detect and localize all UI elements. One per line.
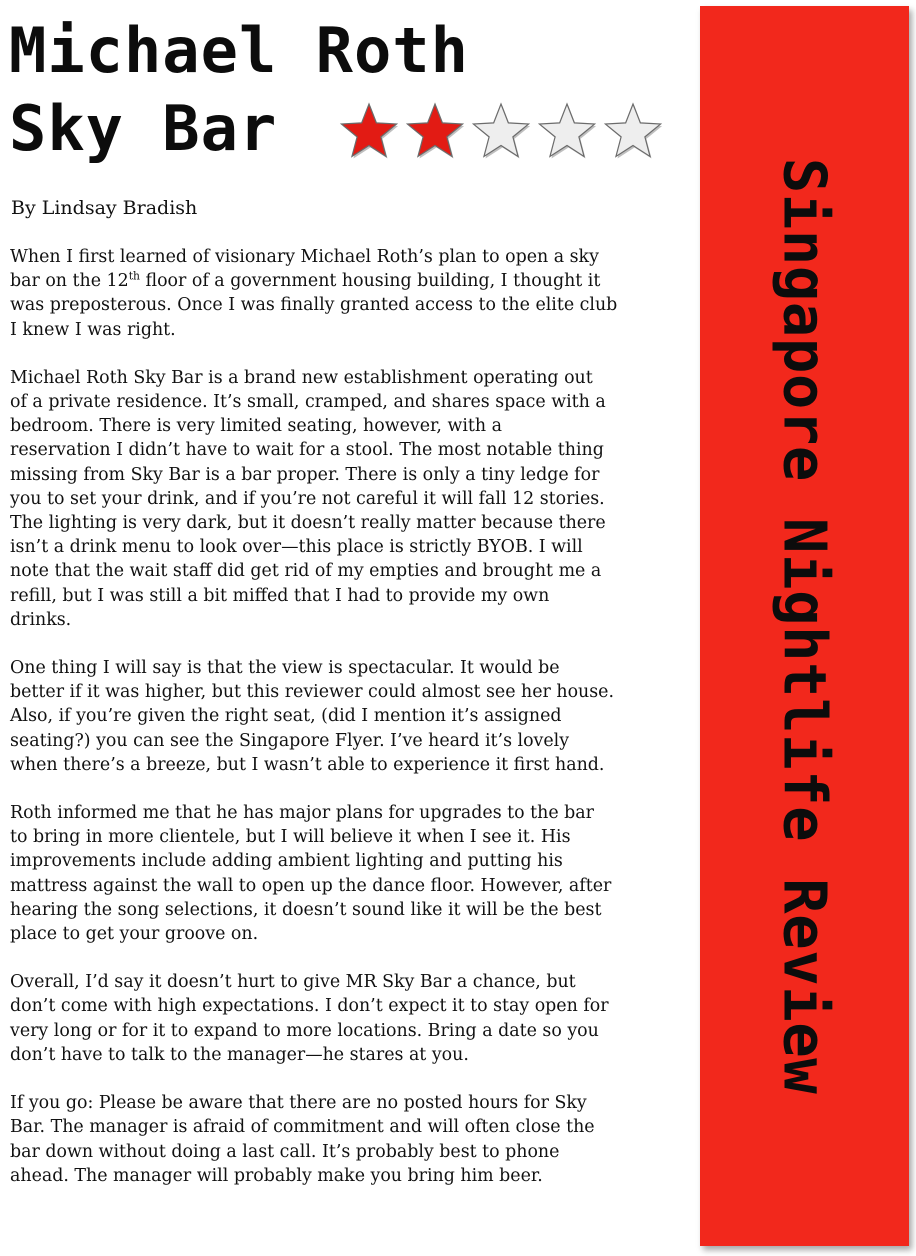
- article-line: If you go: Please be aware that there are no posted hours for Sky: [10, 1093, 587, 1114]
- article-line: missing from Sky Bar is a bar proper. There is only a tiny ledge for: [10, 464, 600, 485]
- article-line: you to set your drink, and if you’re not careful it will fall 12 stories.: [10, 488, 605, 509]
- article-paragraph: [10, 970, 700, 1067]
- article-line: [10, 269, 700, 293]
- star-filled-icon: [338, 101, 400, 161]
- article-line: very long or for it to expand to more locations. Bring a date so you: [10, 1020, 599, 1041]
- article-line: refill, but I was still a bit miffed that I had to provide my own: [10, 585, 550, 606]
- article-line: when there’s a breeze, but I wasn’t able to experience it first hand.: [10, 754, 605, 775]
- article-line: don’t have to talk to the manager—he stares at you.: [10, 1044, 469, 1065]
- article-line: mattress against the wall to open up the dance floor. However, after: [10, 875, 612, 896]
- article-line: I knew I was right.: [10, 319, 176, 340]
- line-text: floor of a government housing building, I thought it: [139, 271, 601, 292]
- star-rating: [338, 101, 664, 161]
- article-line: The lighting is very dark, but it doesn’t really matter because there: [10, 513, 606, 534]
- sidebar-banner: [700, 6, 909, 1246]
- article-line: of a private residence. It’s small, cramped, and shares space with a: [10, 392, 606, 413]
- article-line: reservation I didn’t have to wait for a stool. The most notable thing: [10, 440, 604, 461]
- article-line: Bar. The manager is afraid of commitment and will often close the: [10, 1117, 595, 1138]
- article-line: was preposterous. Once I was finally granted access to the elite club: [10, 295, 618, 316]
- banner-title: Singapore Nightlife Review: [770, 157, 839, 1095]
- article-paragraph: [10, 1091, 700, 1188]
- star-filled-icon: [404, 101, 466, 161]
- article-line: One thing I will say is that the view is spectacular. It would be: [10, 658, 560, 679]
- star-empty-icon: [470, 101, 532, 161]
- review-article: [10, 245, 700, 1212]
- article-line: Roth informed me that he has major plans for upgrades to the bar: [10, 803, 594, 824]
- star-empty-icon: [536, 101, 598, 161]
- ordinal-suffix: th: [128, 269, 140, 283]
- article-line: place to get your groove on.: [10, 924, 259, 945]
- article-line: bar down without doing a last call. It’s probably best to phone: [10, 1141, 560, 1162]
- article-line: hearing the song selections, it doesn’t sound like it will be the best: [10, 899, 602, 920]
- article-line: to bring in more clientele, but I will believe it when I see it. His: [10, 827, 571, 848]
- article-line: When I first learned of visionary Michael Roth’s plan to open a sky: [10, 247, 599, 267]
- article-line: ahead. The manager will probably make you bring him beer.: [10, 1165, 543, 1186]
- article-paragraph: [10, 245, 700, 342]
- article-paragraph: [10, 656, 700, 777]
- article-line: improvements include adding ambient lighting and putting his: [10, 851, 563, 872]
- article-line: better if it was higher, but this reviewer could almost see her house.: [10, 682, 614, 703]
- review-title-line-1: Michael Roth: [9, 14, 469, 87]
- star-empty-icon: [602, 101, 664, 161]
- article-line: bedroom. There is very limited seating, however, with a: [10, 416, 502, 437]
- article-paragraph: [10, 366, 700, 632]
- article-line: drinks.: [10, 609, 72, 630]
- article-line: Also, if you’re given the right seat, (did I mention it’s assigned: [10, 706, 562, 727]
- byline: By Lindsay Bradish: [11, 197, 198, 219]
- article-line: note that the wait staff did get rid of my empties and brought me a: [10, 561, 602, 582]
- article-line: isn’t a drink menu to look over—this place is strictly BYOB. I will: [10, 537, 583, 558]
- article-line: seating?) you can see the Singapore Flyer. I’ve heard it’s lovely: [10, 730, 570, 751]
- article-line: Michael Roth Sky Bar is a brand new establishment operating out: [10, 367, 593, 388]
- article-paragraph: [10, 801, 700, 946]
- article-line: don’t come with high expectations. I don’t expect it to stay open for: [10, 996, 609, 1017]
- article-line: Overall, I’d say it doesn’t hurt to give MR Sky Bar a chance, but: [10, 972, 576, 993]
- line-text: bar on the 12: [10, 271, 129, 292]
- review-title-line-2: Sky Bar: [9, 92, 278, 165]
